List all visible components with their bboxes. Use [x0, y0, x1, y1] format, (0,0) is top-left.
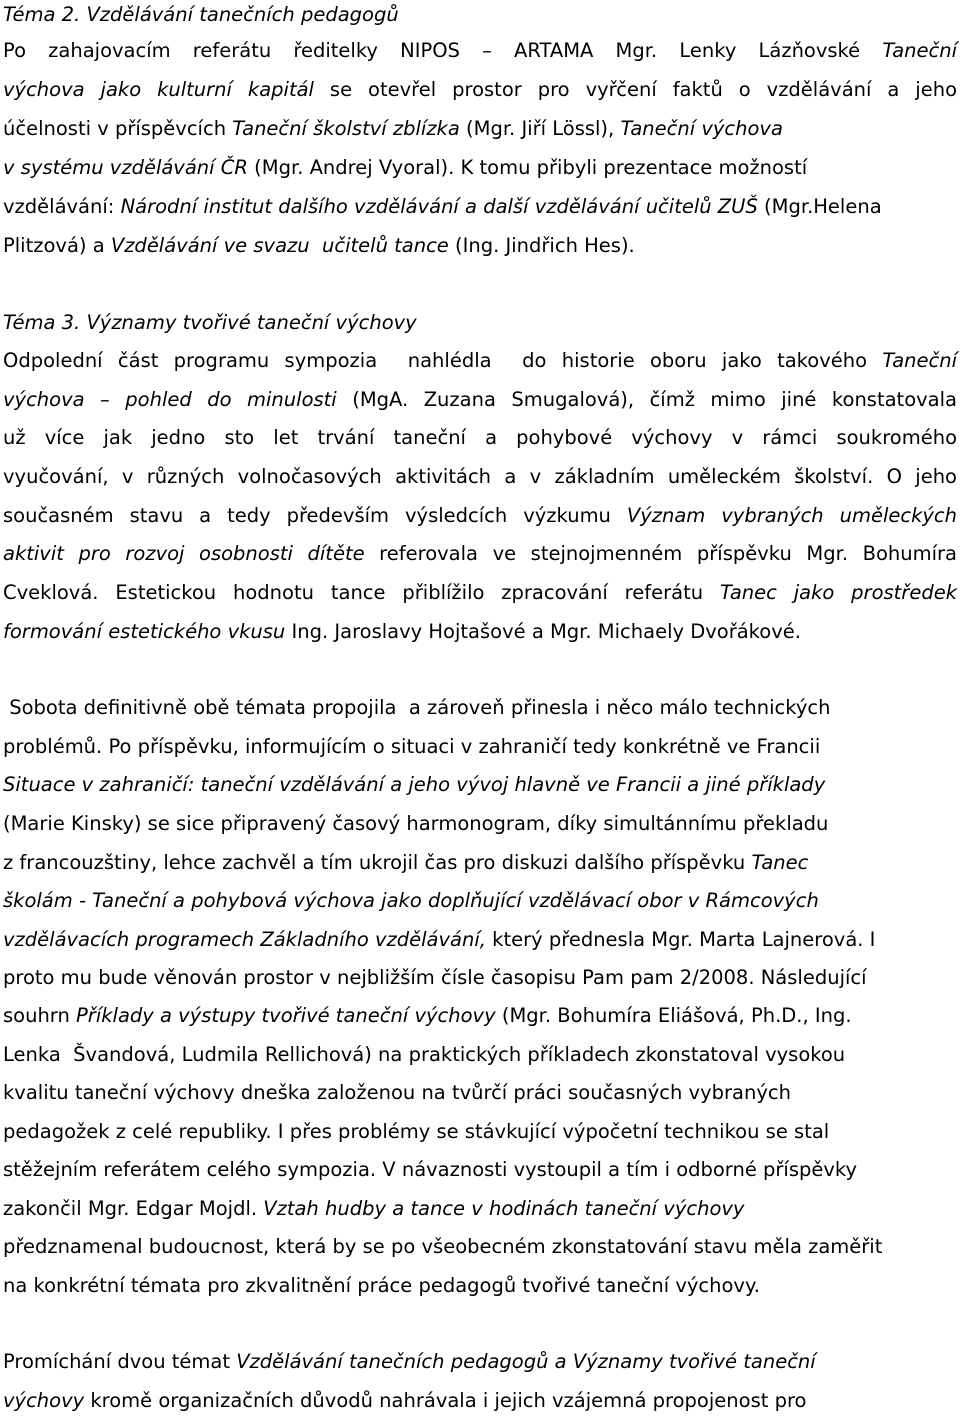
text-run: (Mgr. Jiří Lössl),: [459, 117, 621, 140]
paragraph-line: [3, 925, 875, 955]
italic-text-run: výchovy: [3, 1389, 85, 1412]
text-run: (Mgr. Andrej Vyoral). K tomu přibyli prezentace možností: [247, 156, 808, 179]
italic-text-run: formování estetického vkusu: [3, 620, 286, 643]
section-3-heading: [3, 308, 417, 338]
paragraph-line: [3, 462, 957, 492]
italic-text-run: aktivit pro rozvoj osobnosti dítěte: [3, 542, 365, 565]
text-run: (Marie Kinsky) se sice připravený časový harmonogram, díky simultánnímu překladu: [3, 812, 829, 835]
paragraph-line: [3, 809, 828, 839]
paragraph-line: [3, 578, 957, 608]
paragraph-line: [3, 770, 825, 800]
italic-text-run: Taneční: [882, 349, 957, 372]
text-run: vzdělávání:: [3, 195, 121, 218]
text-run: (Ing. Jindřich Hes).: [448, 234, 635, 257]
text-run: Sobota definitivně obě témata propojila a zároveň přinesla i něco málo technických: [3, 696, 831, 719]
paragraph-line: [3, 75, 957, 105]
paragraph-line: [3, 1271, 760, 1301]
italic-text-run: Tanec jako prostředek: [719, 581, 957, 604]
text-run: (Mgr.Helena: [757, 195, 882, 218]
text-run: vyučování, v různých volnočasových aktivitách a v základním uměleckém školství. O jeho: [3, 465, 957, 488]
paragraph-line: [3, 617, 801, 647]
paragraph-line: [3, 1232, 882, 1262]
italic-text-run: školám - Taneční a pohybová výchova jako doplňující vzdělávací obor v Rámcových: [3, 889, 819, 912]
italic-text-run: výchova jako kulturní kapitál: [3, 78, 314, 101]
italic-text-run: vzdělávacích programech Základního vzdělávání,: [3, 928, 486, 951]
text-run: se otevřel prostor pro vyřčení faktů o vzdělávání a jeho: [313, 78, 958, 101]
text-run: z francouzštiny, lehce zachvěl a tím ukrojil čas pro diskuzi dalšího příspěvku: [3, 851, 752, 874]
italic-text-run: Vztah hudby a tance v hodinách taneční výchovy: [263, 1197, 745, 1220]
section-2-heading: [3, 0, 399, 30]
paragraph-line: [3, 963, 867, 993]
paragraph-line: [3, 1386, 806, 1416]
text-run: stěžejním referátem celého sympozia. V návaznosti vystoupil a tím i odborné příspěvky: [3, 1158, 858, 1181]
paragraph-line: [3, 1194, 744, 1224]
text-run: Lenka Švandová, Ludmila Rellichová) na praktických příkladech zkonstatoval vysokou: [3, 1043, 846, 1066]
text-run: který přednesla Mgr. Marta Lajnerová. I: [485, 928, 876, 951]
italic-text-run: Tanec: [751, 851, 809, 874]
text-run: (Mgr. Bohumíra Eliášová, Ph.D., Ing.: [495, 1004, 852, 1027]
paragraph-line: [3, 1001, 852, 1031]
text-run: Cveklová. Estetickou hodnotu tance přiblížilo zpracování referátu: [3, 581, 720, 604]
text-run: referovala ve stejnojmenném příspěvku Mgr. Bohumíra: [364, 542, 957, 565]
text-run: kvalitu taneční výchovy dneška založenou na tvůrčí práci současných vybraných: [3, 1081, 791, 1104]
italic-text-run: výchova – pohled do minulosti: [3, 388, 337, 411]
italic-text-run: Taneční výchova: [620, 117, 783, 140]
paragraph-line: [3, 1078, 791, 1108]
paragraph-line: [3, 1040, 845, 1070]
paragraph-line: [3, 501, 957, 531]
paragraph-line: [3, 1155, 857, 1185]
text-run: zakončil Mgr. Edgar Mojdl.: [3, 1197, 264, 1220]
paragraph-line: [3, 732, 820, 762]
text-run: pedagožek z celé republiky. I přes problémy se stávkující výpočetní technikou se stal: [3, 1120, 830, 1143]
paragraph-line: [3, 346, 957, 376]
paragraph-line: [3, 848, 808, 878]
italic-text-run: v systému vzdělávání ČR: [3, 156, 248, 179]
italic-text-run: Taneční školství zblízka: [232, 117, 460, 140]
text-run: předznamenal budoucnost, která by se po všeobecném zkonstatování stavu měla zaměřit: [3, 1235, 883, 1258]
text-run: Odpolední část programu sympozia nahlédla do historie oboru jako takového: [3, 349, 883, 372]
text-run: Plitzová) a: [3, 234, 111, 257]
text-run: Promíchání dvou témat: [3, 1350, 237, 1373]
paragraph-line: [3, 1117, 829, 1147]
paragraph-line: [3, 192, 882, 222]
text-run: Po zahajovacím referátu ředitelky NIPOS – ARTAMA Mgr. Lenky Lázňovské: [3, 39, 883, 62]
paragraph-line: [3, 153, 807, 183]
italic-text-run: Význam vybraných uměleckých: [626, 504, 957, 527]
text-run: Ing. Jaroslavy Hojtašové a Mgr. Michaely Dvořákové.: [285, 620, 801, 643]
paragraph-line: [3, 36, 957, 66]
text-run: už více jak jedno sto let trvání taneční a pohybové výchovy v rámci soukromého: [3, 426, 957, 449]
text-run: účelnosti v příspěvcích: [3, 117, 233, 140]
paragraph-line: [3, 231, 635, 261]
paragraph-line: [3, 693, 830, 723]
text-run: problémů. Po příspěvku, informujícím o situaci v zahraničí tedy konkrétně ve Francii: [3, 735, 821, 758]
italic-text-run: Národní institut dalšího vzdělávání a další vzdělávání učitelů ZUŠ: [120, 195, 758, 218]
heading-text: Téma 2. Vzdělávání tanečních pedagogů: [3, 3, 399, 26]
text-run: na konkrétní témata pro zkvalitnění práce pedagogů tvořivé taneční výchovy.: [3, 1274, 760, 1297]
paragraph-line: [3, 539, 957, 569]
paragraph-line: [3, 385, 957, 415]
italic-text-run: Situace v zahraničí: taneční vzdělávání a jeho vývoj hlavně ve Francii a jiné příklady: [3, 773, 826, 796]
italic-text-run: Taneční: [882, 39, 957, 62]
italic-text-run: Vzdělávání tanečních pedagogů a Významy tvořivé taneční: [236, 1350, 816, 1373]
text-run: kromě organizačních důvodů nahrávala i jejich vzájemná propojenost pro: [84, 1389, 807, 1412]
paragraph-line: [3, 423, 957, 453]
text-run: (MgA. Zuzana Smugalová), čímž mimo jiné konstatovala: [336, 388, 957, 411]
heading-text: Téma 3. Významy tvořivé taneční výchovy: [3, 311, 417, 334]
text-run: proto mu bude věnován prostor v nejbližším čísle časopisu Pam pam 2/2008. Následující: [3, 966, 867, 989]
italic-text-run: Příklady a výstupy tvořivé taneční výchovy: [76, 1004, 496, 1027]
paragraph-line: [3, 886, 819, 916]
text-run: souhrn: [3, 1004, 77, 1027]
italic-text-run: Vzdělávání ve svazu učitelů tance: [110, 234, 449, 257]
paragraph-line: [3, 1347, 816, 1377]
text-run: současném stavu a tedy především výsledcích výzkumu: [3, 504, 627, 527]
paragraph-line: [3, 114, 783, 144]
